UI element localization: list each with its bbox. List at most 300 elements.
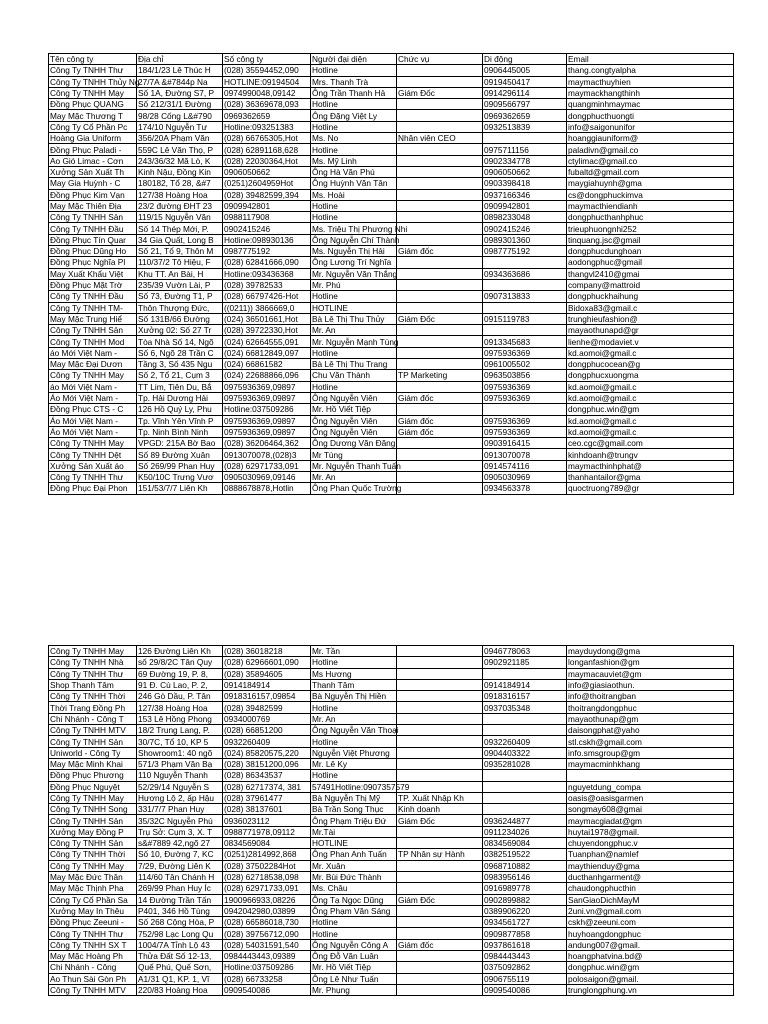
cell-company-phone: Hotline:037509286: [223, 962, 311, 973]
cell-representative: Ông Tạ Ngọc Dũng: [311, 894, 397, 905]
cell-position: [397, 381, 483, 392]
table-row: [49, 792, 734, 803]
cell-company: Công Ty TNHH Đầu: [49, 291, 137, 302]
cell-company: Công Ty TNHH Thời: [49, 849, 137, 860]
cell-company: Đồng Phục QUANG: [49, 99, 137, 110]
cell-address: Tp. Ninh Bình Ninh: [137, 426, 223, 437]
table-row: [49, 826, 734, 837]
cell-company: Công Ty TNHH May: [49, 438, 137, 449]
cell-representative: Mr. An: [311, 325, 397, 336]
cell-position: [397, 257, 483, 268]
cell-company-phone: ((0211)) 3866669,0: [223, 302, 311, 313]
cell-email: dongphuckhaihung: [567, 291, 734, 302]
table-row: [49, 189, 734, 200]
cell-address: K50/10C Trưng Vươ: [137, 471, 223, 482]
cell-representative: Mr. Tần: [311, 646, 397, 657]
cell-position: [397, 268, 483, 279]
cell-address: Showroom1: 40 ngõ: [137, 747, 223, 758]
cell-position: [397, 883, 483, 894]
table-row: [49, 268, 734, 279]
cell-mobile: 0934561727: [483, 917, 567, 928]
table-row: [49, 951, 734, 962]
table-row: [49, 313, 734, 324]
cell-email: huytai1978@gmail.: [567, 826, 734, 837]
cell-representative: Hotline: [311, 928, 397, 939]
cell-company-phone: (028) 62971733,091: [223, 883, 311, 894]
cell-mobile: 0937166346: [483, 189, 567, 200]
cell-representative: HOTLINE: [311, 838, 397, 849]
cell-company-phone: 0975936369,09897: [223, 381, 311, 392]
cell-position: [397, 359, 483, 370]
cell-position: [397, 460, 483, 471]
cell-position: [397, 679, 483, 690]
cell-mobile: 0984443443: [483, 951, 567, 962]
cell-email: 2uni.vn@gmail.com: [567, 905, 734, 916]
cell-address: 752/98 Lạc Long Qu: [137, 928, 223, 939]
cell-company: Công Ty TNHH Sản: [49, 838, 137, 849]
cell-mobile: 0975936369: [483, 381, 567, 392]
table-row: [49, 212, 734, 223]
cell-company-phone: (024) 66861582: [223, 359, 311, 370]
cell-company-phone: 0969362659: [223, 110, 311, 121]
cell-company: Công Ty TNHH Thời: [49, 691, 137, 702]
cell-position: [397, 155, 483, 166]
cell-representative: Mr. Phụng: [311, 984, 397, 995]
cell-position: [397, 657, 483, 668]
table-row: [49, 438, 734, 449]
cell-mobile: 0983956146: [483, 871, 567, 882]
cell-email: mayaothunapd@gr: [567, 325, 734, 336]
cell-position: TP Marketing: [397, 370, 483, 381]
cell-representative: Ms. Hoài: [311, 189, 397, 200]
cell-mobile: 0969362659: [483, 110, 567, 121]
cell-position: [397, 178, 483, 189]
cell-company-phone: 0975936369,09897: [223, 415, 311, 426]
cell-representative: Ông Phan Anh Tuấn: [311, 849, 397, 860]
table-row: [49, 646, 734, 657]
cell-position: [397, 668, 483, 679]
cell-company: Đồng Phục CTS - C: [49, 404, 137, 415]
table-row: [49, 133, 734, 144]
cell-address: Số 131B/66 Đường: [137, 313, 223, 324]
cell-address: Kinh Nậu, Đồng Kin: [137, 166, 223, 177]
cell-representative: Ông Nguyễn Công A: [311, 939, 397, 950]
cell-company-phone: 0942042980,03899: [223, 905, 311, 916]
table-row: [49, 359, 734, 370]
cell-mobile: 0961005502: [483, 359, 567, 370]
cell-company: Chi Nhánh - Công T: [49, 713, 137, 724]
cell-company: Công Ty TNHH Sản: [49, 212, 137, 223]
cell-position: Giám đốc: [397, 426, 483, 437]
table-row: [49, 155, 734, 166]
cell-company: Áo Mới Việt Nam -: [49, 392, 137, 403]
cell-mobile: 0904403322: [483, 747, 567, 758]
cell-address: 180182, Tổ 28, &#7: [137, 178, 223, 189]
cell-company: Công Ty TNHH Thủy Ng: [50, 76, 140, 87]
cell-representative: Hotline: [311, 702, 397, 713]
cell-address: Tp. Hải Dương Hải: [137, 392, 223, 403]
cell-mobile: 0375092862: [483, 962, 567, 973]
header-cell-position: Chức vụ: [397, 54, 483, 65]
cell-position: [397, 905, 483, 916]
cell-representative: Hotline: [311, 657, 397, 668]
table-row: [49, 234, 734, 245]
table-row: [49, 973, 734, 984]
cell-email: dongphucthanhphuc: [567, 212, 734, 223]
cell-representative: Ông Phạm Văn Sáng: [311, 905, 397, 916]
cell-company: Công Ty TNHH Thư: [49, 471, 137, 482]
cell-representative: Ms. No: [311, 133, 397, 144]
table-row: [49, 291, 734, 302]
table-row: [49, 702, 734, 713]
table-row: [49, 257, 734, 268]
cell-email: maymacthiendianh: [567, 200, 734, 211]
cell-email: Tuanphan@namlef: [567, 849, 734, 860]
cell-company-phone: 0909942801: [223, 200, 311, 211]
cell-position: Giám Đốc: [397, 313, 483, 324]
cell-position: [397, 758, 483, 769]
cell-email: cs@dongphuckimva: [567, 189, 734, 200]
cell-position: [397, 76, 483, 87]
cell-address: 126 Hồ Quý Ly, Phu: [137, 404, 223, 415]
cell-representative: Bà Trần Song Thục: [311, 804, 397, 815]
cell-mobile: 0907313833: [483, 291, 567, 302]
cell-mobile: [483, 325, 567, 336]
cell-company-phone: (028) 62718538,098: [223, 871, 311, 882]
cell-address: 52/29/14 Nguyễn S: [137, 781, 223, 792]
cell-mobile: 0987775192: [483, 246, 567, 257]
cell-address: s&#7889 42,ngõ 27: [137, 838, 223, 849]
cell-address: 571/3 Phạm Văn Bạ: [137, 758, 223, 769]
cell-representative: Hotline: [311, 99, 397, 110]
cell-company-phone: (028) 86343537: [223, 770, 311, 781]
cell-address: 91 Đ. Cù Lao, P. 2,: [137, 679, 223, 690]
cell-email: maymacauviet@gm: [567, 668, 734, 679]
table-row: [49, 404, 734, 415]
table-row: [49, 471, 734, 482]
table-row: [49, 815, 734, 826]
table-row: [49, 144, 734, 155]
cell-position: [397, 110, 483, 121]
cell-company: Công Ty TNHH SX T: [49, 939, 137, 950]
cell-company-phone: 0906050662: [223, 166, 311, 177]
cell-email: thangvl2410@gmai: [567, 268, 734, 279]
cell-email: kd.aomoi@gmail.c: [567, 381, 734, 392]
cell-company-phone: 1900966933,08226: [223, 894, 311, 905]
cell-email: fubaltd@gmail.com: [567, 166, 734, 177]
cell-company: Đồng Phục Kim Vạn: [49, 189, 137, 200]
cell-representative: Ông Phan Quốc Trường: [312, 483, 402, 494]
cell-email: Bidoxa83@gmail.c: [567, 302, 734, 313]
cell-representative: Mr Tùng: [311, 449, 397, 460]
table-row: [49, 426, 734, 437]
table-row: [49, 483, 734, 494]
cell-company-phone: (028) 36206464,362: [223, 438, 311, 449]
cell-position: [397, 121, 483, 132]
cell-company-phone: (028) 35594452,090: [223, 65, 311, 76]
contact-table-2: [48, 645, 733, 996]
cell-email: oasis@oasisgarmen: [567, 792, 734, 803]
cell-mobile: 0834569084: [483, 838, 567, 849]
cell-address: 23/2 đường ĐHT 23: [137, 200, 223, 211]
cell-address: Thửa Đất Số 12-13,: [137, 951, 223, 962]
cell-address: Số 269/99 Phan Huy: [137, 460, 223, 471]
table-row: [49, 166, 734, 177]
cell-company: Công Ty TNHH Đầu: [49, 223, 137, 234]
cell-position: [397, 99, 483, 110]
cell-mobile: 0919450417: [483, 76, 567, 87]
header-cell-address: Địa chỉ: [137, 54, 223, 65]
table-row: [49, 713, 734, 724]
cell-mobile: 0909566797: [483, 99, 567, 110]
cell-company: Công Ty TNHH May: [49, 792, 137, 803]
cell-company-phone: (028) 38137601: [223, 804, 311, 815]
cell-mobile: 0914184914: [483, 679, 567, 690]
table-row: [49, 246, 734, 257]
cell-company-phone: 0934000769: [223, 713, 311, 724]
cell-company: May Mặc Thương T: [49, 110, 137, 121]
cell-mobile: 0902921185: [483, 657, 567, 668]
header-cell-company: Tên công ty: [49, 54, 137, 65]
cell-address: 69 Đường 19, P. 8,: [137, 668, 223, 679]
table-row: [49, 110, 734, 121]
cell-company-phone: (028) 39756712,090: [223, 928, 311, 939]
cell-address: 127/38 Hoàng Hoa: [137, 702, 223, 713]
table-row: [49, 121, 734, 132]
cell-address: TT Lim, Tiên Du, Bắ: [137, 381, 223, 392]
cell-company-phone: (028) 22030364,Hot: [223, 155, 311, 166]
cell-company-phone: 0984443443,09389: [223, 951, 311, 962]
cell-position: [397, 951, 483, 962]
cell-email: dongphucxuongma: [567, 370, 734, 381]
cell-representative: Ông Trần Thanh Hả: [311, 87, 397, 98]
cell-company-phone: (028) 62966601,090: [223, 657, 311, 668]
cell-email: mayaothunap@gm: [567, 713, 734, 724]
cell-representative: Mr. Hồ Viết Tiệp: [311, 404, 397, 415]
cell-company: Áo Mới Việt Nam -: [49, 426, 137, 437]
cell-mobile: 0975936369: [483, 392, 567, 403]
cell-representative: Ms. Châu: [311, 883, 397, 894]
cell-company: Công Ty TNHH Mod: [49, 336, 137, 347]
cell-mobile: 0989301360: [483, 234, 567, 245]
cell-representative: Mr. Xuân: [311, 860, 397, 871]
table-row: [49, 894, 734, 905]
cell-position: [397, 471, 483, 482]
cell-position: [397, 702, 483, 713]
cell-position: [397, 871, 483, 882]
cell-representative: Mr. Hồ Viết Tiệp: [311, 962, 397, 973]
cell-mobile: 0905030969: [483, 471, 567, 482]
cell-company: Công Ty Cổ Phần Sa: [49, 894, 137, 905]
cell-position: [397, 223, 483, 234]
cell-email: chuyendongphuc.v: [567, 838, 734, 849]
cell-representative: Hotline: [311, 291, 397, 302]
cell-position: [397, 736, 483, 747]
cell-representative: Hotline: [311, 121, 397, 132]
cell-company: May Mặc Hoàng Ph: [49, 951, 137, 962]
cell-company-phone: 0902415246: [223, 223, 311, 234]
cell-company-phone: (028) 39482599: [223, 702, 311, 713]
cell-email: info@thoitrangban: [567, 691, 734, 702]
cell-position: Giám Đốc: [397, 894, 483, 905]
cell-position: [397, 725, 483, 736]
cell-email: andung007@gmail.: [567, 939, 734, 950]
cell-position: [397, 770, 483, 781]
cell-mobile: 0906755119: [483, 973, 567, 984]
cell-representative: Hotline: [311, 347, 397, 358]
cell-company-phone: 0975936369,09897: [223, 392, 311, 403]
cell-address: 34 Gia Quất, Long B: [137, 234, 223, 245]
cell-company: Shop Thanh Tâm: [49, 679, 137, 690]
cell-mobile: 0902415246: [483, 223, 567, 234]
cell-company-phone: HOTLINE:09194504: [223, 76, 311, 87]
cell-company-phone: (028) 39782533: [223, 279, 311, 290]
cell-company: Đồng Phục Phương: [49, 770, 137, 781]
cell-email: longanfashion@gm: [567, 657, 734, 668]
cell-company-phone: (028) 66765305,Hot: [223, 133, 311, 144]
header-cell-email: Email: [567, 54, 734, 65]
cell-address: Trụ Sở: Cụm 3, X. T: [137, 826, 223, 837]
cell-company: May Mặc Minh Khai: [49, 758, 137, 769]
cell-representative: Hotline: [311, 381, 397, 392]
cell-position: [397, 691, 483, 702]
cell-address: Hương Lộ 2, ấp Hậu: [137, 792, 223, 803]
cell-company-phone: Hotline:098930136: [223, 234, 311, 245]
cell-representative: Ông Đặng Việt Ly: [311, 110, 397, 121]
cell-email: trunglongphung.vn: [567, 984, 734, 995]
cell-email: kd.aomoi@gmail.c: [567, 392, 734, 403]
cell-company: Uniworld - Công Ty: [49, 747, 137, 758]
cell-representative: Ms. Nguyễn Thị Hải: [311, 246, 397, 257]
table-row: [49, 691, 734, 702]
cell-company-phone: (028) 62891168,628: [223, 144, 311, 155]
table-row: [49, 392, 734, 403]
cell-address: Số 73, Đường T1, P: [137, 291, 223, 302]
cell-position: [397, 291, 483, 302]
cell-representative: Ông Huỳnh Văn Tân: [311, 178, 397, 189]
cell-mobile: [483, 804, 567, 815]
cell-company: Ao Thun Sài Gòn Ph: [49, 973, 137, 984]
cell-address: Số 6, Ngõ 28 Trần C: [137, 347, 223, 358]
cell-representative: Ms. Triệu Thị Phương Nhi: [312, 223, 408, 234]
cell-position: [397, 325, 483, 336]
cell-mobile: 0914574116: [483, 460, 567, 471]
cell-address: 98/28 Cống L&#790: [137, 110, 223, 121]
cell-address: Thôn Thượng Đức,: [137, 302, 223, 313]
cell-email: [567, 770, 734, 781]
cell-position: [397, 336, 483, 347]
cell-company-phone: 0988771978,09112: [223, 826, 311, 837]
contact-table-1: [48, 53, 733, 495]
cell-representative: Hotline: [311, 144, 397, 155]
cell-email: ceo.cgc@gmail.com: [567, 438, 734, 449]
cell-representative: Hotline: [311, 200, 397, 211]
cell-position: [397, 144, 483, 155]
cell-position: Nhân viên CEO: [397, 133, 483, 144]
cell-position: [397, 984, 483, 995]
cell-company-phone: 0988117908: [223, 212, 311, 223]
cell-mobile: 0903398418: [483, 178, 567, 189]
cell-company: Công Ty TNHH Song: [49, 804, 137, 815]
cell-company: Công Ty TNHH MTV: [49, 725, 137, 736]
cell-address: 246 Gò Dầu, P. Tân: [137, 691, 223, 702]
cell-company-phone: 0888678878,Hotlin: [223, 483, 311, 494]
cell-company: Xưởng May Đồng P: [49, 826, 137, 837]
cell-address: 7/29, Đường Liên K: [137, 860, 223, 871]
cell-mobile: [483, 770, 567, 781]
cell-representative: Mr. Lê Ky: [311, 758, 397, 769]
table-row: [49, 99, 734, 110]
cell-company: áo Mới Việt Nam -: [49, 381, 137, 392]
table-row: [49, 381, 734, 392]
cell-mobile: 0932513839: [483, 121, 567, 132]
cell-company-phone: 0918316157,09854: [223, 691, 311, 702]
cell-position: TP Nhân sự Hành: [397, 849, 483, 860]
table-row: [49, 984, 734, 995]
cell-company-phone: 0975936369,09897: [223, 426, 311, 437]
cell-address: VPGD: 215A Bờ Bao: [137, 438, 223, 449]
cell-company: May Xuất Khẩu Việt: [49, 268, 137, 279]
cell-mobile: 0902899882: [483, 894, 567, 905]
cell-representative: Ms. Mỹ Linh: [311, 155, 397, 166]
cell-position: [397, 166, 483, 177]
cell-representative: Hotline: [311, 212, 397, 223]
cell-company-phone: 0909540086: [223, 984, 311, 995]
table-row: [49, 747, 734, 758]
cell-position: TP. Xuất Nhập Kh: [397, 792, 483, 803]
cell-company: May Mặc Thịnh Pha: [49, 883, 137, 894]
cell-position: [397, 973, 483, 984]
table-row: [49, 336, 734, 347]
cell-company: Công Ty TNHH May: [49, 370, 137, 381]
cell-company: Công Ty TNHH Nhà: [49, 657, 137, 668]
cell-position: [397, 917, 483, 928]
table-row: [49, 781, 734, 792]
cell-email: kd.aomoi@gmail.c: [567, 426, 734, 437]
cell-representative: Mr.Tài: [311, 826, 397, 837]
cell-mobile: 0906445005: [483, 65, 567, 76]
cell-company: Đồng Phục Đại Phon: [49, 483, 137, 494]
cell-address: 119/15 Nguyễn Văn: [137, 212, 223, 223]
cell-address: Quế Phú, Quế Sơn,: [137, 962, 223, 973]
cell-position: Giám Đốc: [397, 87, 483, 98]
cell-position: Giám đốc: [397, 392, 483, 403]
cell-representative: Thanh Tâm: [311, 679, 397, 690]
cell-company: Công Ty TNHH TM-: [49, 302, 137, 313]
cell-email: huyhoangdongphuc: [567, 928, 734, 939]
cell-mobile: 0915119783: [483, 313, 567, 324]
cell-address: 35/32C Nguyễn Phú: [137, 815, 223, 826]
cell-mobile: 0913070078: [483, 449, 567, 460]
table-row: [49, 200, 734, 211]
cell-company-phone: 0936023112: [223, 815, 311, 826]
cell-mobile: 0909877858: [483, 928, 567, 939]
cell-mobile: 0906050662: [483, 166, 567, 177]
cell-position: [397, 65, 483, 76]
cell-representative: Bà Nguyễn Thị Hiền: [311, 691, 397, 702]
table-row: [49, 668, 734, 679]
cell-mobile: 0389906220: [483, 905, 567, 916]
cell-company-phone: (028) 38151200,096: [223, 758, 311, 769]
cell-address: Số 212/31/1 Đường: [137, 99, 223, 110]
cell-company-phone: (028) 66733258: [223, 973, 311, 984]
cell-email: mayduydong@gma: [567, 646, 734, 657]
cell-email: thoitrangdongphuc: [567, 702, 734, 713]
table-row: [49, 302, 734, 313]
cell-email: SanGiaoDichMayM: [567, 894, 734, 905]
cell-address: 1004/7A Tỉnh Lộ 43: [137, 939, 223, 950]
header-row: [49, 54, 734, 65]
